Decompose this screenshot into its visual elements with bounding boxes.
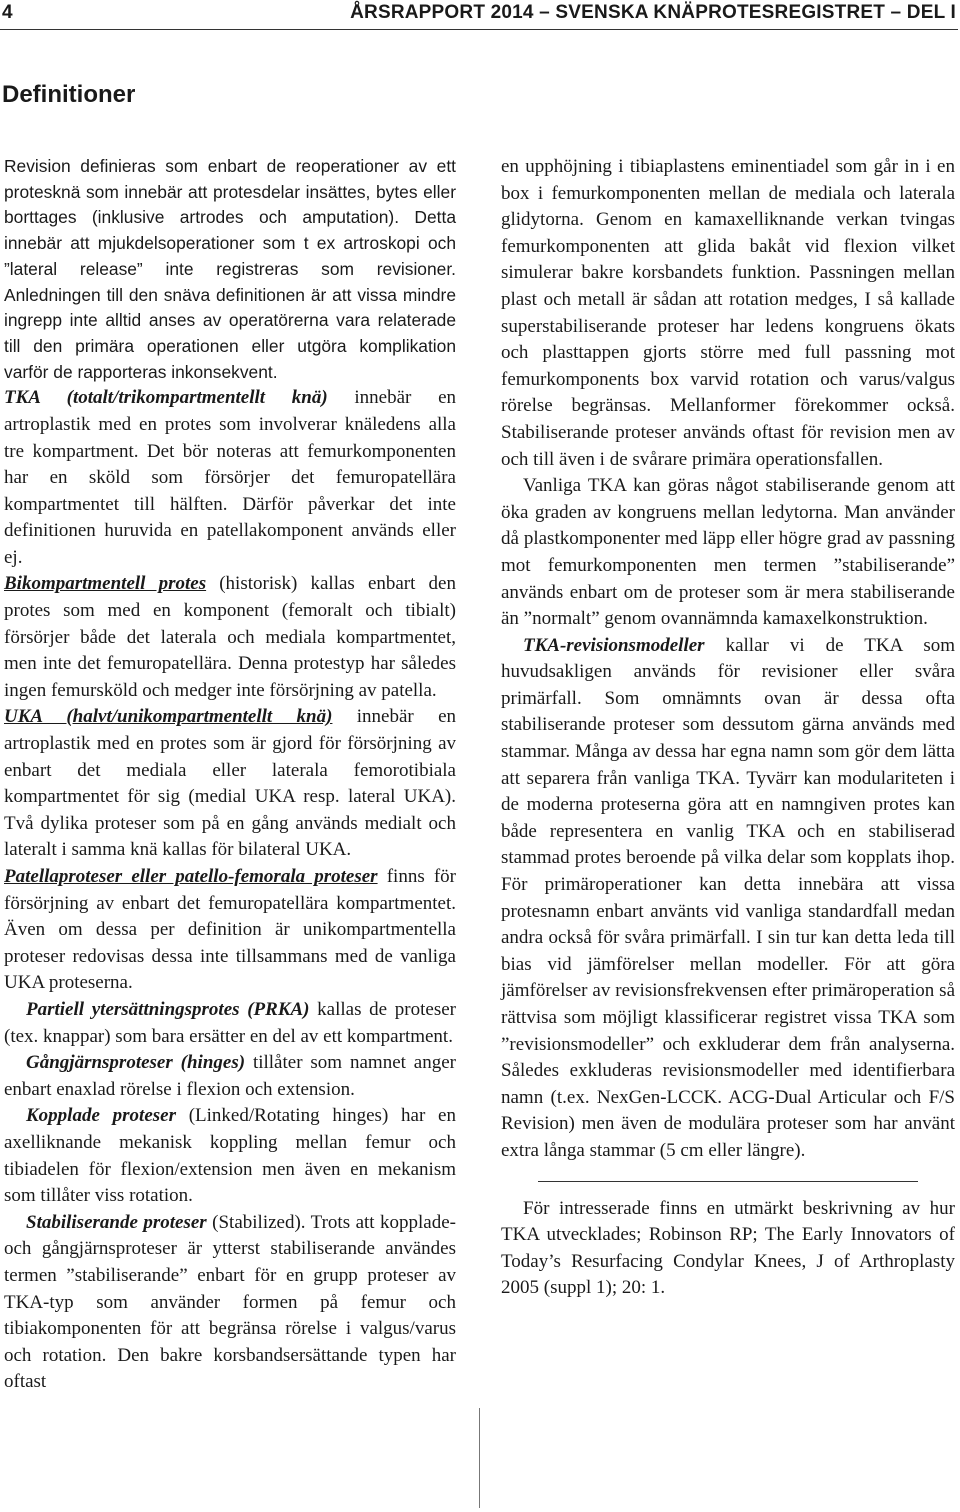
right-column <box>501 154 955 1302</box>
header-rule <box>0 29 958 30</box>
stabilized-term: Stabiliserande proteser <box>26 1211 207 1233</box>
page-header <box>0 0 960 32</box>
uka-term: UKA (halvt/unikompartmentellt knä) <box>4 706 333 728</box>
patella-definition-paragraph <box>4 864 456 997</box>
stabilized-definition-text: (Stabilized). Trots att kopplade- och gångjärnsproteser är ytterst stabiliserande användes termen ”stabiliserande” enbart för en grupp proteser av TKA-typ som använder formen på femur och tibiakomponenten för att begränsa rörelse i valgus/varus och rotation. Den bakre korsbandsersättande typen har oftast <box>4 1211 456 1393</box>
page-number: 4 <box>2 2 13 23</box>
revision-models-term: TKA-revisionsmodeller <box>523 634 705 656</box>
stabilized-continuation-paragraph: en upphöjning i tibiaplastens eminentiadel som går in i en box i femurkomponenten mellan de mediala och laterala glidytorna. Genom en kamaxelliknande verkan tvingas femurkomponenten att glida bakåt vid flexion vilket simulerar bakre korsbandets funktion. Passningen mellan plast och metall är sådan att rotation medges, I så kallade superstabiliserande proteser har ledens kongruens ökats och plasttappen gjorts större med full passning mot femurkomponents box varvid rotation och varus/valgus rörelse begränsas. Mellanformer förekommer också. Stabiliserande proteser används oftast för revision men av och till även i de svårare primära operationsfallen. <box>501 156 955 470</box>
revision-models-paragraph <box>501 633 955 1165</box>
revision-definition-paragraph: Revision definieras som enbart de reoperationer av ett protesknä som innebär att protesdelar insättes, bytes eller borttages (inklusive artrodes och amputation). Detta innebär att mjukdelsoperationer som t ex artroskopi och ”lateral release” inte registreras som revisioner. Anledningen till den snäva definitionen är att vissa mindre ingrepp inte alltid anses av operatörerna vara relaterade till den primära operationen eller utgöra komplikation varför de rapporteras inkonsekvent. <box>4 156 456 382</box>
footnote-rule <box>538 1181 918 1182</box>
hinges-definition-text: tillåter som namnet anger enbart enaxlad rörelse i flexion och extension. <box>4 1052 456 1100</box>
stabilized-definition-paragraph <box>4 1210 456 1396</box>
uka-definition-paragraph <box>4 704 456 864</box>
column-divider <box>479 1408 480 1508</box>
patella-definition-text: finns för försörjning av enbart det femuropatellära kompartmentet. Även om dessa per definition är unikompartmentella proteser redovisas dessa inte tillsammans med de vanliga UKA proteserna. <box>4 866 457 994</box>
prka-term: Partiell ytersättningsprotes (PRKA) <box>26 998 310 1020</box>
hinges-definition-paragraph <box>4 1050 456 1103</box>
tka-definition-text: innebär en artroplastik med en protes som involverar knäledens alla tre kompartment. Det bör noteras att femurkomponenten har en sköld som försörjer det femuropatellära kompartmentet till hälften. Därför påverkar det inte definitionen huruvida en patellakomponent används eller ej. <box>4 387 456 568</box>
regular-tka-paragraph: Vanliga TKA kan göras något stabiliserande genom att öka graden av kongruens mellan ledytorna. Man använder då plastkomponenter med läpp eller högre grad av passning mot femurkomponenten men termen ”stabiliserande” används enbart om de proteser som är mera stabiliserande än ”normalt” genom ovannämnda kamaxelkonstruktion. <box>501 475 955 630</box>
left-column <box>4 154 456 1396</box>
revision-models-text: kallar vi de TKA som huvudsakligen används för revisioner eller svåra primärfall. Som omnämnts ovan är dessa ofta stabiliserande proteser som dessutom gärna används med stammar. Många av dessa har egna namn som gör dem lätta att separera från vanliga TKA. Tyvärr kan modulariteten i de moderna proteserna göra att en namngiven protes kan både representera en vanlig TKA och en stabiliserad stammad protes beroende på vilka delar som kopplats ihop. För primäroperationer kan detta innebära att vissa protesnamn enbart använts vid vanliga standardfall medan andra också för svåra primärfall. I sin tur kan detta leda till bias vid jämförelser mellan modeller. För att göra jämförelser av revisionsfrekvensen efter primäroperation så rättvisa som möjligt klassificerar registret vissa TKA som ”revisionsmodeller” och exkluderar dem från analyserna. Således exkluderas revisionsmodeller med identifierbara namn (t.ex. NexGen-LCCK. ACG-Dual Articular och F/S Revision) men även de modulära proteser som har använt extra långa stammar (5 cm eller längre). <box>501 634 955 1161</box>
bicompartmental-term: Bikompartmentell protes <box>4 573 207 595</box>
uka-definition-text: innebär en artroplastik med en protes som är gjord för försörjning av enbart det mediala eller laterala femorotibiala kompartmentet för sig (medial UKA resp. lateral UKA). Två dylika proteser som på en gång används medialt och lateralt i samma knä kallas för bilateral UKA. <box>4 706 456 861</box>
linked-definition-text: (Linked/Rotating hinges) har en axelliknande mekanisk koppling mellan femur och tibiadelen för flexion/extension men även en mekanism som tillåter viss rotation. <box>4 1105 456 1207</box>
bicompartmental-definition-paragraph <box>4 571 456 704</box>
tka-term: TKA (totalt/trikompartmentellt knä) <box>4 387 328 409</box>
patella-term: Patellaproteser eller patello-femorala proteser <box>4 866 378 888</box>
footnote-paragraph: För intresserade finns en utmärkt beskrivning av hur TKA utvecklades; Robinson RP; The Early Innovators of Today’s Resurfacing Condylar Knees, J of Arthroplasty 2005 (suppl 1); 20: 1. <box>501 1197 955 1299</box>
hinges-term: Gångjärnsproteser (hinges) <box>26 1052 246 1074</box>
prka-definition-text: kallas de proteser (tex. knappar) som bara ersätter en del av ett kompartment. <box>4 998 456 1047</box>
prka-definition-paragraph <box>4 997 456 1050</box>
section-title: Definitioner <box>2 81 136 108</box>
linked-definition-paragraph <box>4 1103 456 1209</box>
tka-definition-paragraph <box>4 385 456 571</box>
linked-term: Kopplade proteser <box>26 1105 176 1127</box>
bicompartmental-definition-text: (historisk) kallas enbart den protes som med en komponent (femoralt och tibialt) försörjer både det laterala och mediala kompartmentet, men inte det femuropatellära. Denna protestyp har således ingen femursköld och medger inte försörjning av patella. <box>4 573 456 701</box>
running-title: ÅRSRAPPORT 2014 – SVENSKA KNÄPROTESREGISTRET – DEL I <box>350 2 956 23</box>
